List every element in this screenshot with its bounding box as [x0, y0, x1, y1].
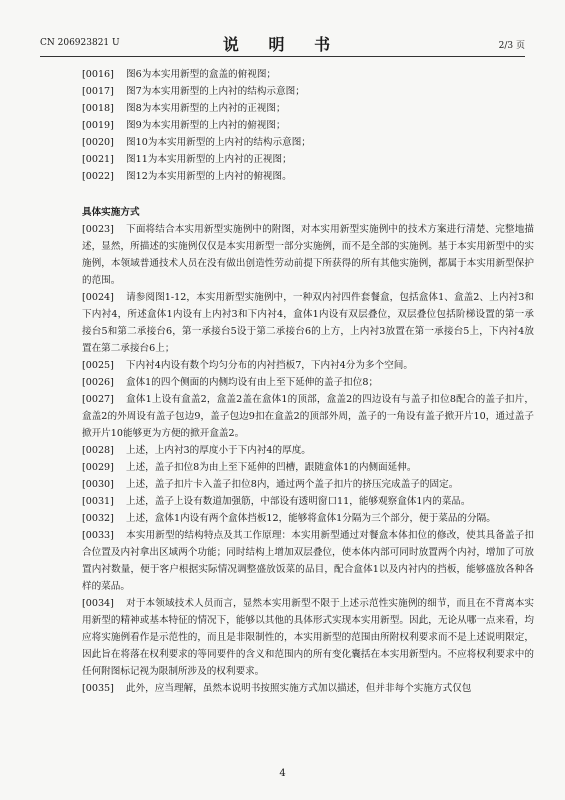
- paragraph: [82, 374, 534, 391]
- paragraph-number: [0027]: [82, 394, 114, 405]
- paragraph-text: 图12为本实用新型的上内衬的俯视图。: [126, 171, 292, 182]
- paragraph-number: [0019]: [82, 120, 114, 131]
- document-body: [82, 66, 534, 697]
- paragraph-text: 盒体1上设有盒盖2，盒盖2盖在盒体1的顶部，盒盖2的四边设有与盖子扣位8配合的盖子扣片，盒盖2的外周设有盖子包边9，盖子包边9扣在盒盖2的顶部外周，盖子的一角设有盖子掀开片10，通过盖子掀开片10能够更为方便的掀开盒盖2。: [82, 394, 534, 439]
- page-info: 2/3 页: [498, 41, 525, 51]
- paragraph-number: [0028]: [82, 445, 114, 456]
- paragraph-text: 上述，盖子扣片卡入盖子扣位8内，通过两个盖子扣片的挤压完成盖子的固定。: [126, 479, 459, 490]
- paragraph-number: [0025]: [82, 360, 114, 371]
- paragraph-text: 盒体1的四个侧面的内侧均设有由上至下延伸的盖子扣位8；: [126, 377, 379, 388]
- paragraph-text: 下面将结合本实用新型实施例中的附图，对本实用新型实施例中的技术方案进行清楚、完整地描述，显然，所描述的实施例仅仅是本实用新型一部分实施例，而不是全部的实施例。基于本实用新型中的实施例，本领域普通技术人员在没有做出创造性劳动前提下所获得的所有其他实施例，都属于本实用新型保护的范围。: [82, 224, 534, 286]
- paragraph-number: [0020]: [82, 137, 114, 148]
- list-item: [82, 168, 534, 185]
- page-number: 4: [279, 768, 286, 779]
- paragraph: [82, 289, 534, 357]
- paragraph-text: 本实用新型的结构特点及其工作原理：本实用新型通过对餐盒本体扣位的修改，使其具备盖子扣合位置及内衬拿出区域两个功能；同时结构上增加双层叠位，使本体内部可同时放置两个内衬，增加了可放置内衬数量，便于客户根据实际情况调整盛放饭菜的品目，配合盒体1以及内衬内的挡板，能够盛放各种各样的菜品。: [82, 530, 534, 592]
- paragraph: [82, 459, 534, 476]
- paragraph-text: 上述，盒体1内设有两个盒体挡板12，能够将盒体1分隔为三个部分，便于菜品的分隔。: [126, 513, 496, 524]
- list-item: [82, 134, 534, 151]
- paragraph-number: [0035]: [82, 683, 114, 694]
- paragraph-text: 图9为本实用新型的上内衬的俯视图；: [126, 120, 286, 131]
- list-item: [82, 117, 534, 134]
- paragraph-number: [0023]: [82, 224, 114, 235]
- list-item: [82, 100, 534, 117]
- paragraph-number: [0018]: [82, 103, 114, 114]
- paragraph-text: 对于本领域技术人员而言，显然本实用新型不限于上述示范性实施例的细节，而且在不背离本实用新型的精神或基本特征的情况下，能够以其他的具体形式实现本实用新型。因此，无论从哪一点来看，均应将实施例看作是示范性的，而且是非限制性的，本实用新型的范围由所附权利要求而不是上述说明限定，因此旨在将落在权利要求的等同要件的含义和范围内的所有变化囊括在本实用新型内。不应将权利要求中的任何附图标记视为限制所涉及的权利要求。: [82, 598, 534, 677]
- paragraph-text: 上述，盖子扣位8为由上至下延伸的凹槽，跟随盒体1的内侧面延伸。: [126, 462, 417, 473]
- brief-description-list: [82, 66, 534, 185]
- paragraph-number: [0033]: [82, 530, 114, 541]
- paragraph-text: 图8为本实用新型的上内衬的正视图；: [126, 103, 286, 114]
- paragraph-number: [0030]: [82, 479, 114, 490]
- section-heading: 具体实施方式: [82, 207, 140, 218]
- paragraph-text: 图10为本实用新型的上内衬的结构示意图；: [126, 137, 311, 148]
- paragraph: [82, 595, 534, 680]
- paragraph-number: [0031]: [82, 496, 114, 507]
- paragraph: [82, 680, 534, 697]
- paragraph: [82, 510, 534, 527]
- paragraph-number: [0029]: [82, 462, 114, 473]
- paragraph-number: [0017]: [82, 86, 114, 97]
- paragraph: [82, 357, 534, 374]
- paragraph-number: [0021]: [82, 154, 114, 165]
- paragraph: [82, 391, 534, 442]
- paragraph-text: 下内衬4内设有数个均匀分布的内衬挡板7，下内衬4分为多个空间。: [126, 360, 413, 371]
- header-divider: [40, 56, 525, 57]
- document-number: CN 206923821 U: [40, 38, 120, 48]
- paragraph-text: 图6为本实用新型的盒盖的俯视图；: [126, 69, 277, 80]
- paragraph: [82, 527, 534, 595]
- paragraph: [82, 442, 534, 459]
- paragraph-text: 请参阅图1-12，本实用新型实施例中，一种双内衬四件套餐盒，包括盒体1、盒盖2、上内衬3和下内衬4，所述盒体1内设有上内衬3和下内衬4，盒体1内设有双层叠位，双层叠位包括阶梯设置的第一承接台5和第二承接台6，第一承接台5设于第二承接台6的上方，上内衬3放置在第一承接台5上，下内衬4放置在第二承接台6上；: [82, 292, 534, 354]
- paragraph: [82, 476, 534, 493]
- paragraph: [82, 221, 534, 289]
- paragraph-number: [0024]: [82, 292, 114, 303]
- paragraph-text: 此外，应当理解，虽然本说明书按照实施方式加以描述，但并非每个实施方式仅包: [126, 683, 472, 694]
- list-item: [82, 83, 534, 100]
- paragraph-text: 图11为本实用新型的上内衬的正视图；: [126, 154, 292, 165]
- paragraph-number: [0034]: [82, 598, 114, 609]
- list-item: [82, 66, 534, 83]
- document-title: 说 明 书: [222, 35, 343, 54]
- paragraph: [82, 493, 534, 510]
- paragraph-number: [0032]: [82, 513, 114, 524]
- list-item: [82, 151, 534, 168]
- paragraph-number: [0022]: [82, 171, 114, 182]
- paragraph-number: [0016]: [82, 69, 114, 80]
- paragraph-text: 图7为本实用新型的上内衬的结构示意图；: [126, 86, 305, 97]
- paragraph-text: 上述，盖子上设有数道加强筋，中部设有透明窗口11，能够观察盒体1内的菜品。: [126, 496, 471, 507]
- paragraph-number: [0026]: [82, 377, 114, 388]
- paragraph-text: 上述，上内衬3的厚度小于下内衬4的厚度。: [126, 445, 311, 456]
